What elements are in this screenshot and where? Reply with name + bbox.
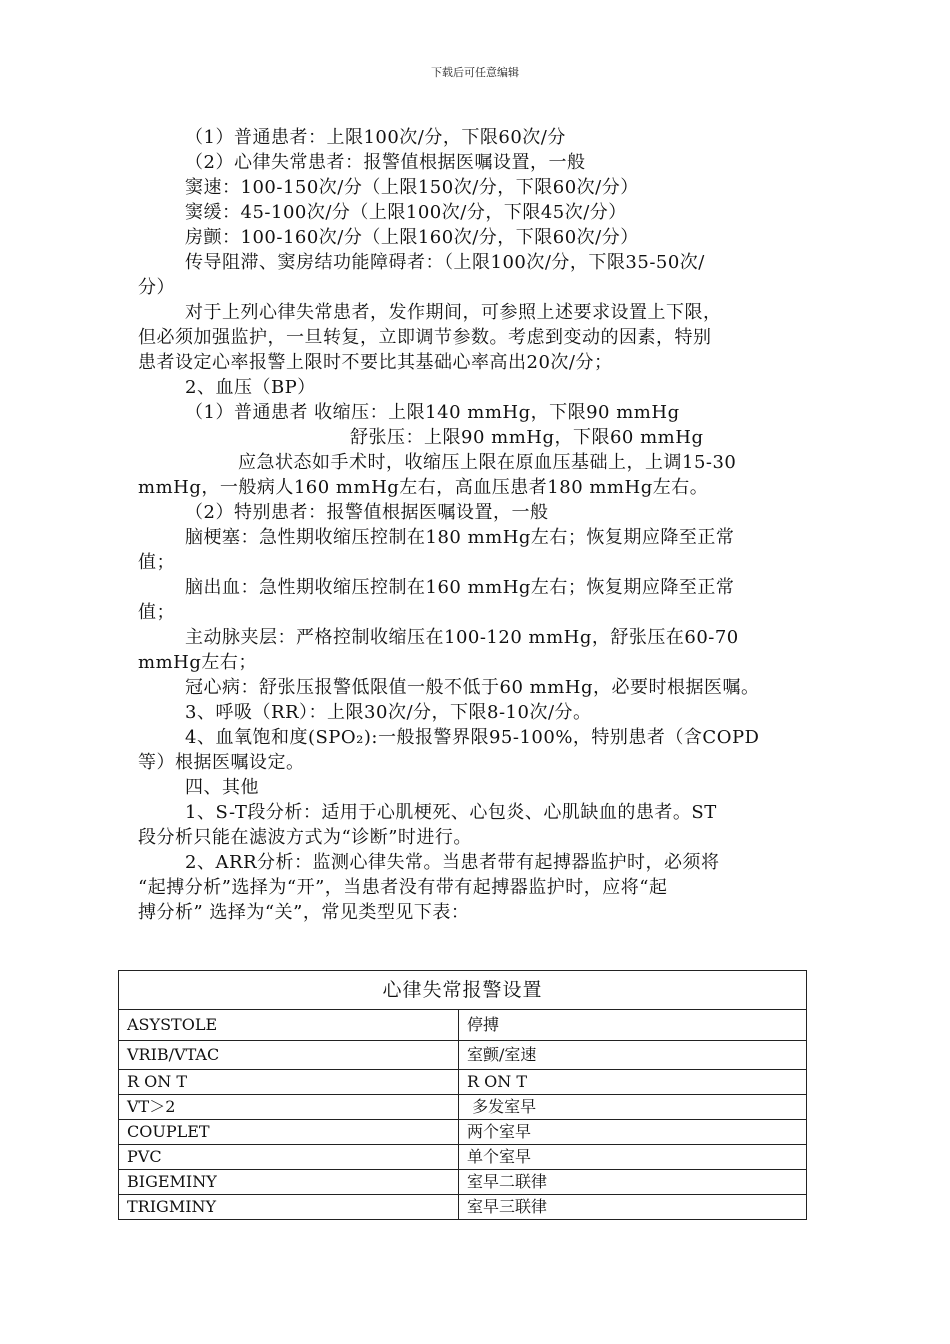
text-line: 段分析只能在滤波方式为“诊断”时进行。 — [138, 827, 472, 848]
text-line: 脑梗塞：急性期收缩压控制在180 mmHg左右；恢复期应降至正常 — [185, 527, 735, 548]
text-line: 值； — [138, 602, 175, 623]
table-row — [119, 1120, 807, 1145]
table-cell: COUPLET — [119, 1120, 459, 1145]
text-line: （1）普通患者：上限100次/分，下限60次/分 — [185, 127, 566, 148]
table-row — [119, 1170, 807, 1195]
table-cell: R ON T — [119, 1070, 459, 1095]
arrhythmia-alarm-table — [118, 970, 807, 1220]
text-line: 传导阻滞、窦房结功能障碍者：（上限100次/分，下限35-50次/ — [185, 252, 705, 273]
text-line: 对于上列心律失常患者，发作期间，可参照上述要求设置上下限， — [185, 302, 722, 323]
table-title: 心律失常报警设置 — [119, 971, 807, 1010]
text-line: “起搏分析”选择为“开”，当患者没有带有起搏器监护时，应将“起 — [138, 877, 668, 898]
table-cell: VRIB/VTAC — [119, 1041, 459, 1070]
text-line: 等）根据医嘱设定。 — [138, 752, 305, 773]
page-header: 下载后可任意编辑 — [431, 66, 519, 79]
text-line: 窦缓：45-100次/分（上限100次/分，下限45次/分） — [185, 202, 627, 223]
table-cell: BIGEMINY — [119, 1170, 459, 1195]
text-line: 主动脉夹层：严格控制收缩压在100-120 mmHg，舒张压在60-70 — [185, 627, 739, 648]
text-line: （1）普通患者 收缩压：上限140 mmHg，下限90 mmHg — [185, 402, 680, 423]
table-cell: 室颤/室速 — [459, 1041, 807, 1070]
text-line: （2）心律失常患者：报警值根据医嘱设置，一般 — [185, 152, 586, 173]
table-cell: 停搏 — [459, 1010, 807, 1041]
table-cell: 室早三联律 — [459, 1195, 807, 1220]
text-line: 患者设定心率报警上限时不要比其基础心率高出20次/分； — [138, 352, 613, 373]
text-line: 1、S-T段分析：适用于心肌梗死、心包炎、心肌缺血的患者。ST — [185, 802, 717, 823]
table-cell: ASYSTOLE — [119, 1010, 459, 1041]
text-line: 舒张压：上限90 mmHg，下限60 mmHg — [350, 427, 704, 448]
table-row — [119, 1010, 807, 1041]
text-line: 分） — [138, 277, 175, 298]
text-line: 但必须加强监护，一旦转复，立即调节参数。考虑到变动的因素，特别 — [138, 327, 712, 348]
text-line: （2）特别患者：报警值根据医嘱设置，一般 — [185, 502, 549, 523]
text-line: 冠心病：舒张压报警低限值一般不低于60 mmHg，必要时根据医嘱。 — [185, 677, 760, 698]
section-heading: 3、呼吸（RR）：上限30次/分，下限8-10次/分。 — [185, 702, 592, 723]
section-heading: 4、血氧饱和度(SPO₂):一般报警界限95-100%，特别患者（含COPD — [185, 727, 760, 748]
text-line: 值； — [138, 552, 175, 573]
table-cell: R ON T — [459, 1070, 807, 1095]
table-row — [119, 1195, 807, 1220]
section-heading: 四、其他 — [185, 777, 259, 798]
text-line: 搏分析” 选择为“关”，常见类型见下表： — [138, 902, 470, 923]
text-line: 应急状态如手术时，收缩压上限在原血压基础上，上调15-30 — [238, 452, 737, 473]
table-cell: TRIGMINY — [119, 1195, 459, 1220]
table-cell: 室早二联律 — [459, 1170, 807, 1195]
table-row — [119, 1095, 807, 1120]
section-heading: 2、血压（BP） — [185, 377, 316, 398]
text-line: 2、ARR分析：监测心律失常。当患者带有起搏器监护时，必须将 — [185, 852, 720, 873]
table-row — [119, 1145, 807, 1170]
text-line: 窦速：100-150次/分（上限150次/分，下限60次/分） — [185, 177, 639, 198]
text-line: 脑出血：急性期收缩压控制在160 mmHg左右；恢复期应降至正常 — [185, 577, 735, 598]
table-row — [119, 1070, 807, 1095]
text-line: 房颤：100-160次/分（上限160次/分，下限60次/分） — [185, 227, 639, 248]
table-row — [119, 1041, 807, 1070]
text-line: mmHg，一般病人160 mmHg左右，高血压患者180 mmHg左右。 — [138, 477, 709, 498]
table-cell: VT＞2 — [119, 1095, 459, 1120]
table-cell: 单个室早 — [459, 1145, 807, 1170]
table-cell: PVC — [119, 1145, 459, 1170]
text-line: mmHg左右； — [138, 652, 257, 673]
table-cell: 多发室早 — [459, 1095, 807, 1120]
table-cell: 两个室早 — [459, 1120, 807, 1145]
